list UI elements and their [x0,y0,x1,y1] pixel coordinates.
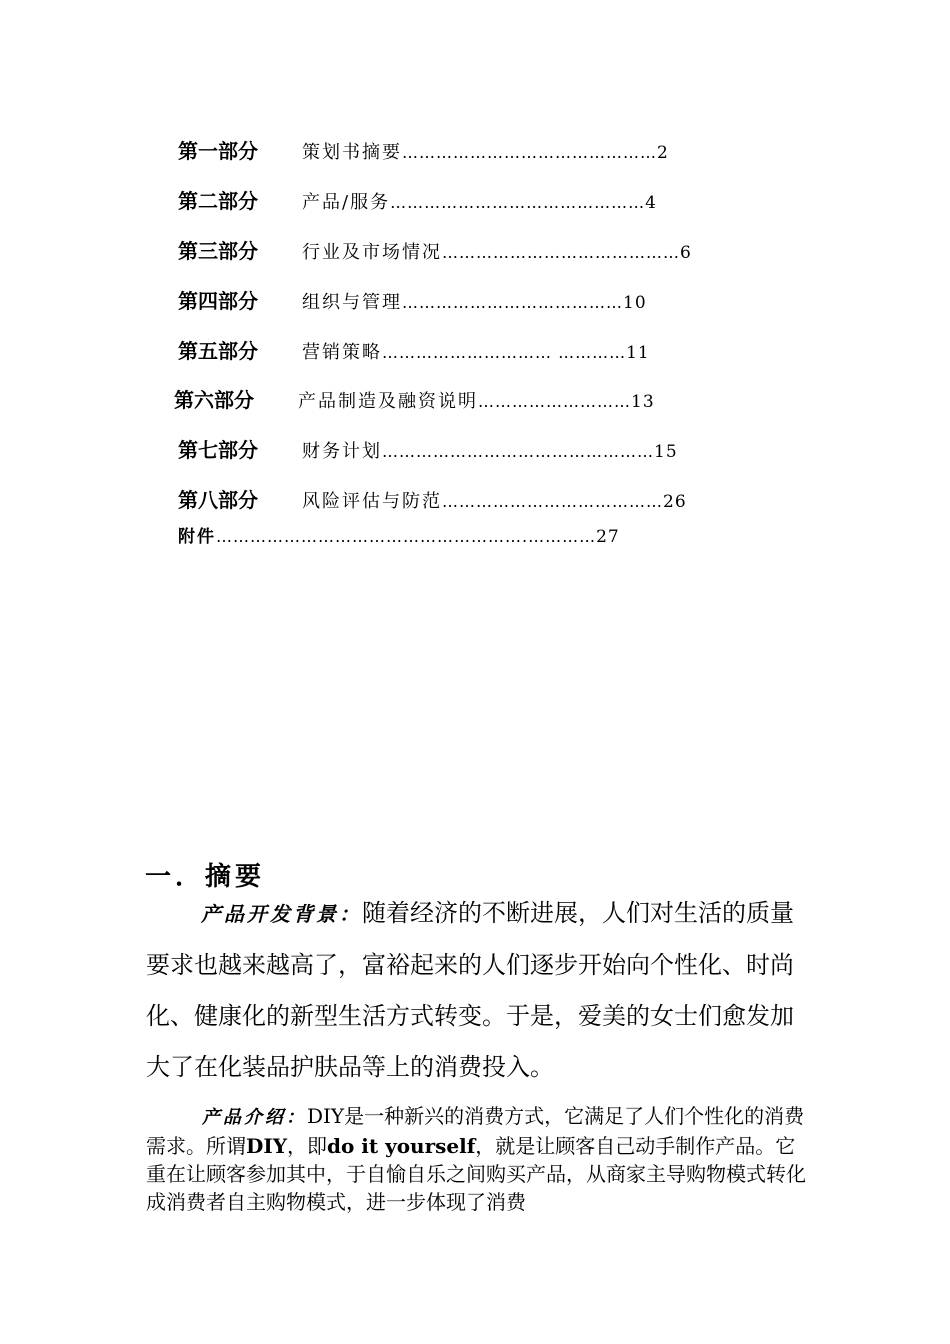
toc-part-label: 第六部分 [174,388,254,412]
paragraph-text: ，即 [286,1134,327,1158]
toc-part-label: 第三部分 [178,239,258,263]
paragraph-text: 随着经济的不断进展，人们对生活的质量要求也越来越高了，富裕起来的人们逐步开始向个性化、时尚化、健康化的新型生活方式转变。于是，爱美的女士们愈发加大了在化装品护肤品等上的消费投入。 [146,899,794,1081]
toc-page-number: 15 [654,442,678,462]
toc-part-label: 第五部分 [178,339,258,363]
toc-entry[interactable] [178,235,692,265]
toc-leader-dots: ……………………… [478,392,631,411]
toc-page-number: 4 [645,193,657,213]
section-heading: 一．摘要 [145,862,266,892]
toc-page-number: 13 [631,392,655,412]
paragraph-lead: 产品介绍： [202,1107,307,1128]
toc-leader-dots: ……………………………………………….………… [216,527,597,546]
toc-page-number: 27 [596,527,620,547]
toc-page-number: 2 [657,143,669,163]
toc-entry[interactable] [178,335,650,365]
toc-page-number: 6 [680,243,692,263]
paragraph-intro [146,1102,810,1216]
toc-leader-dots: ………………………………………… [382,442,654,461]
toc-entry-title: 营销策略 [302,342,382,363]
paragraph-lead: 产品开发背景： [201,902,362,926]
toc-entry-title: 产品/服务 [302,192,391,213]
term-do-it-yourself: do it yourself [326,1134,476,1158]
toc-part-label: 第七部分 [178,438,258,462]
term-diy: DIY [246,1134,287,1158]
toc-entry-title: 附件 [178,527,216,547]
toc-entry[interactable] [178,135,669,165]
toc-part-label: 第八部分 [178,488,258,512]
toc-entry[interactable] [178,434,678,464]
toc-leader-dots: ………………………………… [402,293,623,312]
paragraph-background [146,888,810,1093]
toc-page-number: 10 [623,293,647,313]
toc-leader-dots: ………………………… ………… [382,343,627,362]
toc-entry-title: 产品制造及融资说明 [298,391,478,412]
toc-leader-dots: …………………………………… [442,243,680,262]
paragraph-text: ，就是让顾客自己动手制作产品。它重在让顾客参加其中，于自愉自乐之间购买产品，从商家主导购物模式转化成消费者自主购物模式，进一步体现了消费 [146,1134,806,1214]
toc-entry[interactable] [178,484,687,514]
toc-entry-attachment[interactable] [178,522,620,552]
toc-entry-title: 风险评估与防范 [302,491,442,512]
toc-entry-title: 财务计划 [302,441,382,462]
toc-page-number: 26 [663,492,687,512]
toc-leader-dots: ………………………………… [442,492,663,511]
toc-entry[interactable] [178,185,657,215]
toc-page-number: 11 [626,343,650,363]
toc-entry[interactable] [178,285,647,315]
toc-part-label: 第四部分 [178,289,258,313]
toc-entry-title: 策划书摘要 [302,142,402,163]
toc-entry[interactable] [174,384,655,414]
toc-leader-dots: ……………………………………… [390,193,646,212]
paragraph-text: DIY是一种新兴的消费方式，它满足了人们个性化的消费需求。所谓 [146,1104,805,1158]
toc-leader-dots: ……………………………………… [402,143,657,162]
toc-part-label: 第一部分 [178,139,258,163]
toc-part-label: 第二部分 [178,189,258,213]
toc-entry-title: 组织与管理 [302,292,402,313]
toc-entry-title: 行业及市场情况 [302,242,442,263]
